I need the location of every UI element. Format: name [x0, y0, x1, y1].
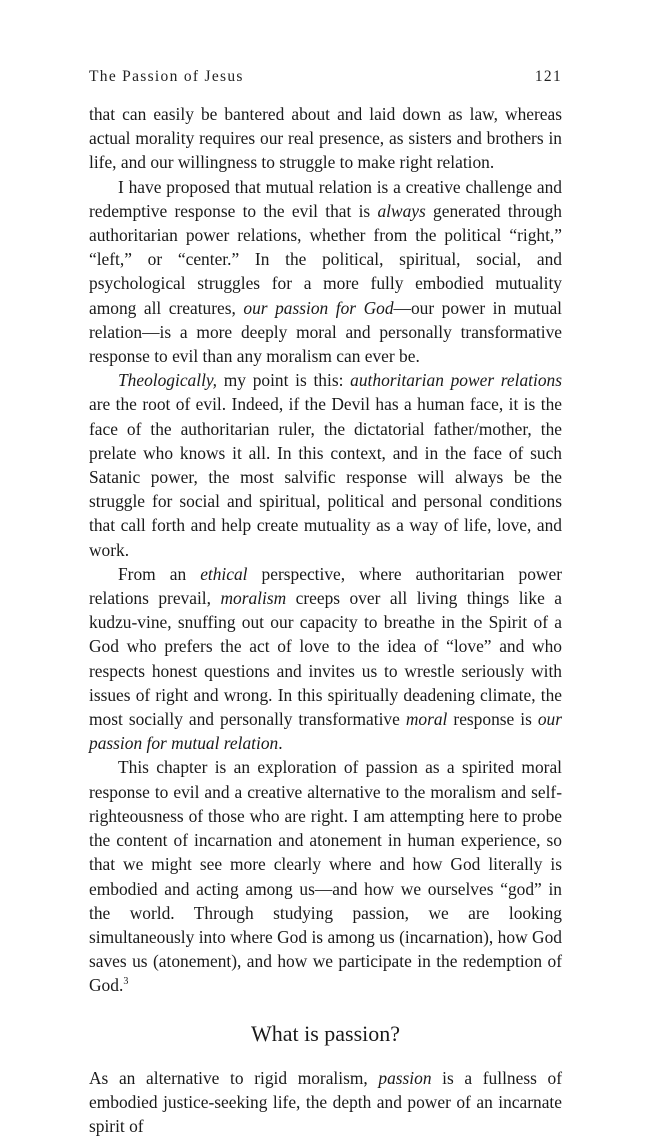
emphasis-ethical: ethical [200, 563, 248, 584]
paragraph-3 [89, 368, 562, 562]
paragraph-2 [89, 175, 562, 369]
paragraph-text: creeps over all living things like a kudzu-vine, snuffing out our capacity to breathe in the Spirit of a God who prefers the act of love to the idea of “love” and who respects honest questions and invites us to wrestle seriously with issues of right and wrong. In this spiritually deadening climate, the most socially and personally transformative [89, 588, 562, 730]
emphasis-passion: passion [378, 1067, 432, 1088]
paragraph-text: that can easily be bantered about and laid down as law, whereas actual morality requires our real presence, as sisters and brothers in life, and our willingness to struggle to make right relation. [89, 104, 562, 173]
emphasis-moralism: moralism [220, 588, 287, 609]
running-head [89, 68, 562, 92]
paragraph-5 [89, 755, 562, 997]
emphasis-moral: moral [405, 709, 448, 730]
paragraph-text: This chapter is an exploration of passion as a spirited moral response to evil and a creative alternative to the moralism and self-righteousness of those who are right. I am attempting here to probe the content of incarnation and atonement in human experience, so that we might see more clearly where and how God literally is embodied and acting among us—and how we ourselves “god” in the world. Through studying passion, we are looking simultaneously into where God is among us (incarnation), how God saves us (atonement), and how we participate in the redemption of God. [89, 757, 562, 996]
paragraph-text: are the root of evil. Indeed, if the Devil has a human face, it is the face of the authoritarian ruler, the dictatorial father/mother, the prelate who knows it all. In this context, and in the face of such Satanic power, the most salvific response will always be the struggle for social and spiritual, political and personal conditions that call forth and help create mutuality as a way of life, love, and work. [89, 394, 562, 560]
emphasis-our-passion-for-god: our passion for God [243, 297, 394, 318]
paragraph-text: I have proposed that mutual relation is a creative challenge and redemptive response to the evil that is [89, 176, 562, 221]
paragraph-text: From an [118, 563, 201, 584]
page-number: 121 [534, 68, 562, 85]
section-heading: What is passion? [250, 1020, 401, 1046]
body-text [89, 102, 562, 1138]
paragraph-text: my point is this: [217, 370, 351, 391]
emphasis-always: always [377, 200, 426, 221]
paragraph-6 [89, 1066, 562, 1138]
footnote-marker[interactable]: 3 [123, 976, 129, 988]
paragraph-text: is a fullness of embodied justice-seeking life, the depth and power of an incarnate spirit of [89, 1067, 562, 1137]
paragraph-text: perspective, where authoritarian power relations prevail, [89, 563, 562, 609]
paragraph-text: . [278, 733, 283, 754]
emphasis-our-passion-for-mutual-relation: our passion for mutual relation [89, 709, 563, 754]
emphasis-theologically: Theologically, [118, 370, 218, 391]
paragraph-4 [89, 562, 562, 756]
running-title: The Passion of Jesus [89, 68, 244, 85]
paragraph-1 [89, 102, 562, 175]
paragraph-text: generated through authoritarian power relations, whether from the political “right,” “left,” or “center.” In the political, spiritual, social, and psychological struggles for a more fully embodied mutuality among all creatures, [89, 200, 562, 318]
paragraph-text: —our power in mutual relation—is a more deeply moral and personally transformative response to evil than any moralism can ever be. [89, 297, 562, 367]
paragraph-text: As an alternative to rigid moralism, [89, 1067, 379, 1088]
emphasis-authoritarian-power-relations: authoritarian power relations [350, 370, 562, 391]
paragraph-text: response is [447, 709, 538, 730]
